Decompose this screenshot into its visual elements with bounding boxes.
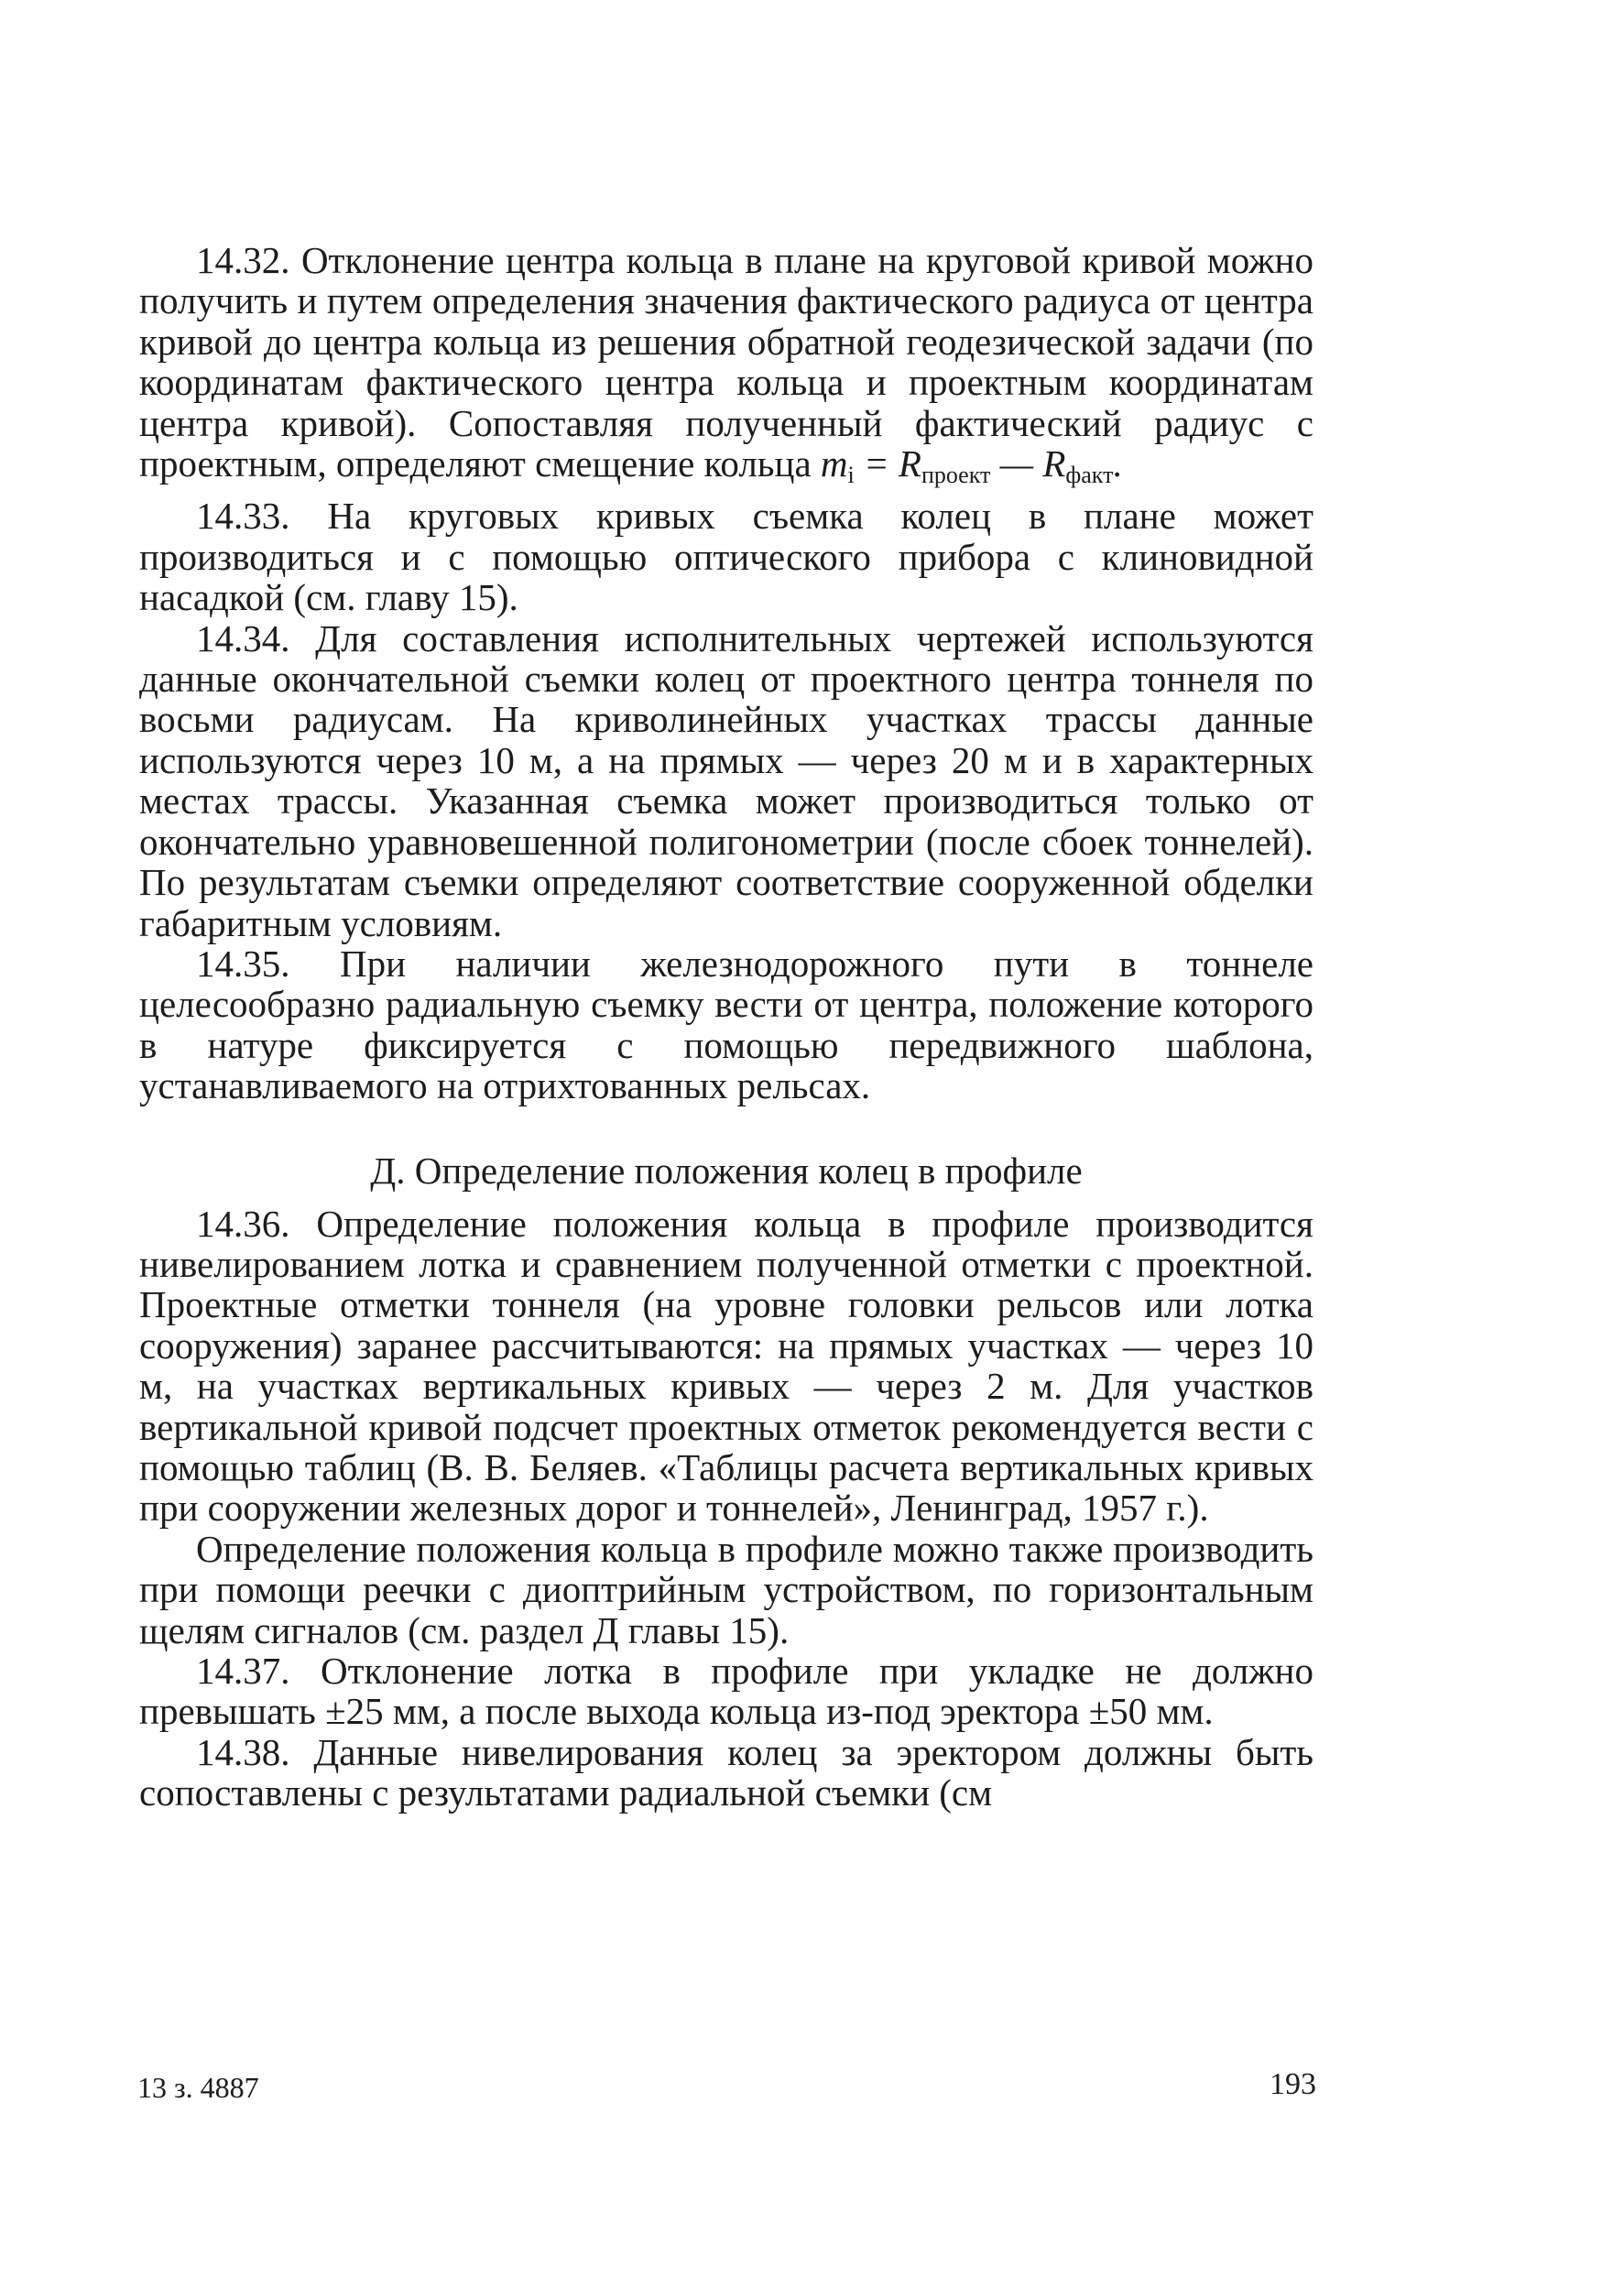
paragraph-14-36: 14.36. Определение положения кольца в профиле производится нивелированием лотка и сравнением полученной отметки с проектной. Проектные отметки тоннеля (на уровне головки рельсов или лотка сооружения) заранее рассчитываются: на прямых участках — через 10 м, на участках вертикальных кривых — через 2 м. Для участков вертикальной кривой подсчет проектных отметок рекомендуется вести с помощью таблиц (В. В. Беляев. «Таблицы расчета вертикальных кривых при сооружении железных дорог и тоннелей», Ленинград, 1957 г.).	[139, 1202, 1313, 1530]
offset-formula: $m_i = R_{проект}$ — $R_{факт}$.	[820, 442, 1123, 489]
printer-signature: 13 з. 4887	[137, 2071, 259, 2104]
section-heading: Д. Определение положения колец в профиле	[370, 1149, 1083, 1192]
paragraph-14-32	[139, 240, 1313, 496]
paragraph-14-35: 14.35. При наличии железнодорожного пути в тоннеле целесообразно радиальную съемку вести от центра, положение которого в натуре фиксируется с помощью передвижного шаблона, устанавливаемого на отрихтованных рельсах.	[139, 942, 1313, 1107]
paragraph-profile-note: Определение положения кольца в профиле можно также производить при помощи реечки с диоптрийным устройством, по горизонтальным щелям сигналов (см. раздел Д главы 15).	[139, 1527, 1313, 1651]
paragraph-14-33: 14.33. На круговых кривых съемка колец в плане может производиться и с помощью оптического прибора с клиновидной насадкой (см. главу 15).	[139, 495, 1313, 619]
paragraph-14-34: 14.34. Для составления исполнительных чертежей используются данные окончательной съемки колец от проектного центра тоннеля по восьми радиусам. На криволинейных участках трассы данные используются через 10 м, а на прямых — через 20 м и в характерных местах трассы. Указанная съемка может производиться только от окончательно уравновешенной полигонометрии (после сбоек тоннелей). По результатам съемки определяют соответствие сооруженной обделки габаритным условиям.	[139, 616, 1313, 944]
page-number: 193	[1270, 2067, 1316, 2101]
paragraph-14-32-text: 14.32. Отклонение центра кольца в плане на круговой кривой можно получить и путем определения значения фактического радиуса от центра кривой до центра кольца из решения обратной геодезической задачи (по координатам фактического центра кольца и проектным координатам центра кривой). Сопоставляя полученный фактический радиус с проектным, определяют смещение кольца	[139, 239, 1313, 485]
paragraph-14-37: 14.37. Отклонение лотка в профиле при укладке не должно превышать ±25 мм, а после выхода кольца из-под эректора ±50 мм.	[139, 1650, 1313, 1733]
paragraph-14-38: 14.38. Данные нивелирования колец за эректором должны быть сопоставлены с результатами радиальной съемки (см	[139, 1730, 1313, 1814]
body-text	[139, 240, 1313, 1814]
